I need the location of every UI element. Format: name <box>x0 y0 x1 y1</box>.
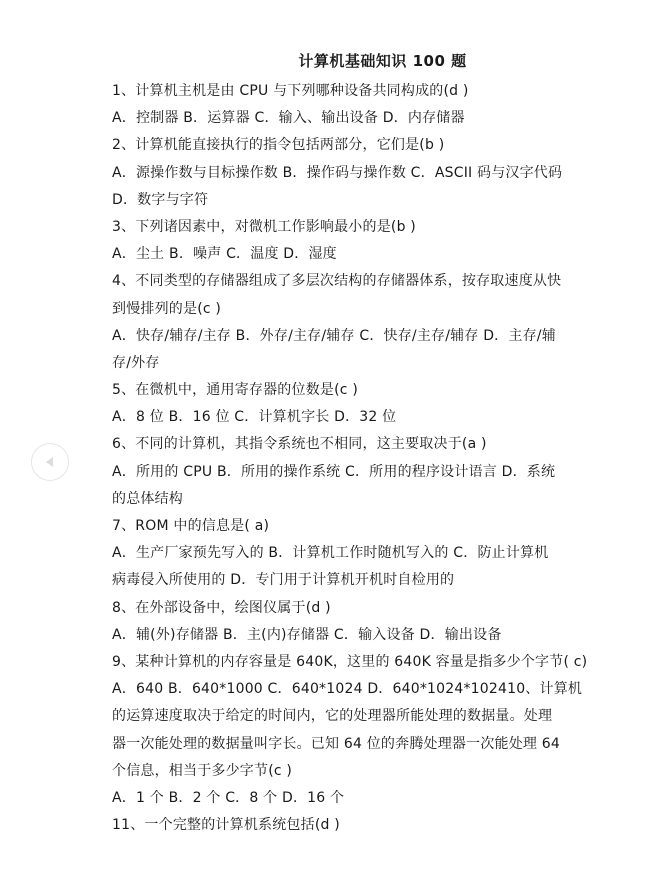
document-title: 计算机基础知识 100 题 <box>298 52 467 70</box>
text-line: 的运算速度取决于给定的时间内，它的处理器所能处理的数据量。处理 <box>112 708 553 725</box>
text-line: 3、下列诸因素中，对微机工作影响最小的是(b ) <box>112 218 416 235</box>
text-line: A．尘土 B．噪声 C．温度 D．湿度 <box>112 246 337 263</box>
text-line: A．所用的 CPU B．所用的操作系统 C．所用的程序设计语言 D．系统 <box>112 463 556 480</box>
text-line: D．数字与字符 <box>112 191 209 208</box>
text-line: A．640 B．640*1000 C．640*1024 D．640*1024*102410、计算机 <box>112 681 583 698</box>
text-line: 4、不同类型的存储器组成了多层次结构的存储器体系，按存取速度从快 <box>112 273 562 290</box>
text-line: 到慢排列的是(c ) <box>112 300 222 317</box>
text-line: 个信息，相当于多少字节(c ) <box>112 762 293 779</box>
chevron-left-icon <box>43 455 57 469</box>
question-text-block <box>112 78 630 839</box>
text-line: 器一次能处理的数据量叫字长。已知 64 位的奔腾处理器一次能处理 64 <box>112 735 560 752</box>
text-line: A．快存/辅存/主存 B．外存/主存/辅存 C．快存/主存/辅存 D．主存/辅 <box>112 327 556 344</box>
text-line: 病毒侵入所使用的 D．专门用于计算机开机时自检用的 <box>112 572 455 589</box>
text-line: 9、某种计算机的内存容量是 640K，这里的 640K 容量是指多少个字节( c) <box>112 653 588 670</box>
text-line: 6、不同的计算机，其指令系统也不相同，这主要取决于(a ) <box>112 436 487 453</box>
text-line: 7、ROM 中的信息是( a) <box>112 518 270 534</box>
text-line: 2、计算机能直接执行的指令包括两部分，它们是(b ) <box>112 137 445 154</box>
text-line: 8、在外部设备中，绘图仪属于(d ) <box>112 599 331 616</box>
text-line: 5、在微机中，通用寄存器的位数是(c ) <box>112 382 358 399</box>
text-line: A．8 位 B．16 位 C．计算机字长 D．32 位 <box>112 409 397 426</box>
text-line: A．源操作数与目标操作数 B．操作码与操作数 C．ASCII 码与汉字代码 <box>112 164 563 181</box>
text-line: A．控制器 B．运算器 C．输入、输出设备 D．内存储器 <box>112 110 465 127</box>
text-line: 的总体结构 <box>112 490 183 507</box>
text-line: 存/外存 <box>112 354 160 371</box>
text-line: 11、一个完整的计算机系统包括(d ) <box>112 817 340 834</box>
text-line: A．生产厂家预先写入的 B．计算机工作时随机写入的 C．防止计算机 <box>112 545 549 562</box>
text-line: 1、计算机主机是由 CPU 与下列哪种设备共同构成的(d ) <box>112 83 469 99</box>
previous-page-button[interactable] <box>31 443 69 481</box>
text-line: A．辅(外)存储器 B．主(内)存储器 C．输入设备 D．输出设备 <box>112 626 502 643</box>
text-line: A．1 个 B．2 个 C．8 个 D．16 个 <box>112 789 345 806</box>
